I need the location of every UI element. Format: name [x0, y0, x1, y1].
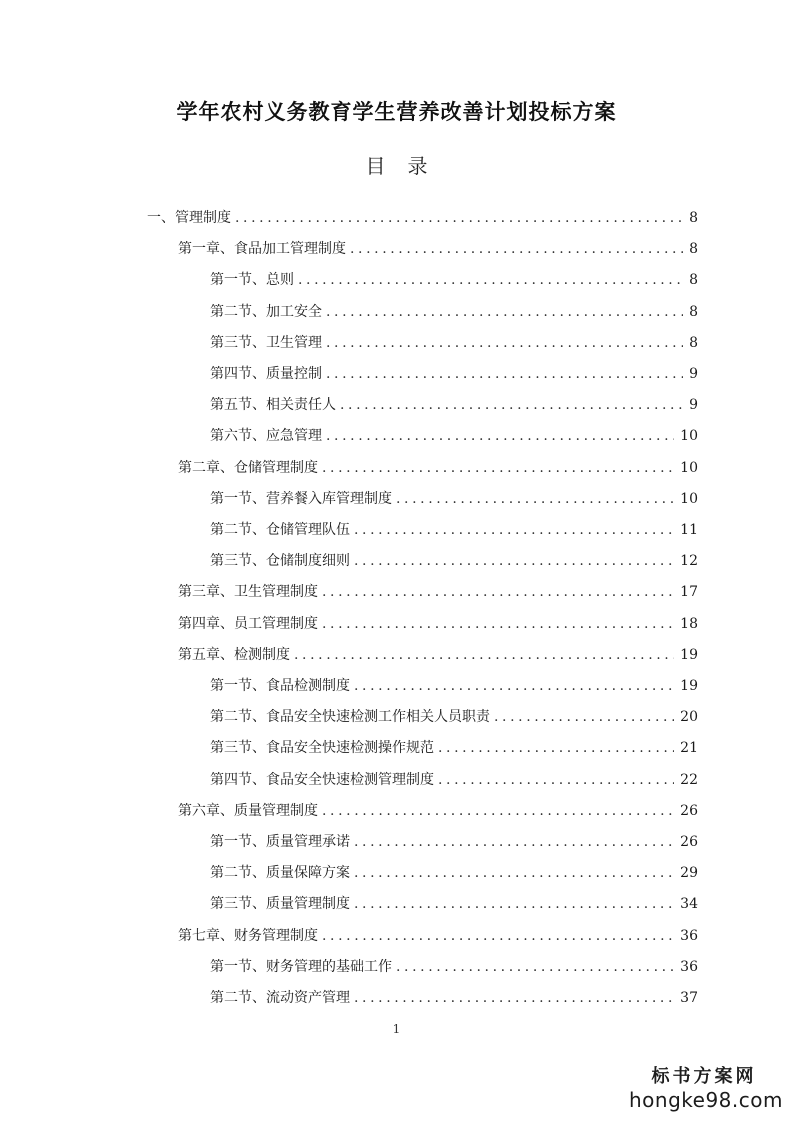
toc-dot-leader — [354, 519, 674, 541]
toc-dot-leader — [438, 769, 674, 791]
toc-entry-label: 第四节、质量控制 — [210, 366, 322, 382]
toc-entry-label: 第一章、食品加工管理制度 — [178, 241, 346, 258]
toc-entry[interactable] — [210, 488, 698, 510]
toc-entry[interactable] — [210, 737, 698, 759]
toc-entry[interactable] — [178, 644, 698, 666]
toc-entry[interactable] — [210, 769, 698, 791]
toc-entry-label: 一、管理制度 — [147, 210, 231, 226]
toc-entry[interactable] — [210, 862, 698, 884]
toc-entry-label: 第二节、流动资产管理 — [210, 990, 350, 1006]
toc-entry-page: 22 — [680, 771, 698, 788]
toc-entry-label: 第二节、质量保障方案 — [210, 865, 350, 882]
toc-dot-leader — [354, 675, 674, 697]
toc-entry[interactable] — [210, 675, 698, 697]
toc-entry-label: 第三节、食品安全快速检测操作规范 — [210, 740, 434, 757]
toc-entry-label: 第一节、总则 — [210, 272, 294, 289]
toc-dot-leader — [494, 706, 674, 728]
toc-entry-page: 9 — [689, 366, 698, 382]
toc-entry-page: 8 — [689, 210, 698, 226]
toc-entry[interactable] — [210, 706, 698, 728]
toc-entry[interactable] — [210, 550, 698, 572]
toc-entry[interactable] — [210, 956, 698, 978]
toc-entry[interactable] — [178, 800, 698, 822]
toc-entry-label: 第七章、财务管理制度 — [178, 927, 318, 944]
toc-entry[interactable] — [210, 394, 698, 416]
toc-entry-label: 第三节、卫生管理 — [210, 334, 322, 351]
toc-entry[interactable] — [210, 363, 698, 385]
toc-entry[interactable] — [210, 519, 698, 541]
toc-dot-leader — [354, 862, 674, 884]
toc-dot-leader — [322, 800, 674, 822]
toc-entry-page: 19 — [680, 678, 698, 694]
toc-dot-leader — [354, 893, 674, 915]
toc-entry-page: 10 — [680, 459, 698, 476]
toc-entry-page: 36 — [680, 958, 698, 975]
toc-entry[interactable] — [178, 581, 698, 603]
toc-entry-page: 26 — [680, 834, 698, 850]
toc-entry-page: 9 — [689, 397, 698, 414]
toc-dot-leader — [326, 301, 683, 323]
toc-entry-page: 21 — [680, 740, 698, 757]
toc-entry[interactable] — [147, 207, 698, 229]
toc-entry-label: 第二节、仓储管理队伍 — [210, 522, 350, 538]
toc-dot-leader — [354, 831, 674, 853]
toc-dot-leader — [298, 269, 683, 291]
toc-dot-leader — [350, 238, 683, 260]
toc-entry-page: 8 — [689, 303, 698, 320]
toc-entry[interactable] — [210, 987, 698, 1009]
toc-entry-label: 第四章、员工管理制度 — [178, 615, 318, 632]
document-title: 学年农村义务教育学生营养改善计划投标方案 — [176, 100, 617, 124]
toc-entry[interactable] — [210, 831, 698, 853]
toc-entry-page: 17 — [680, 584, 698, 601]
toc-entry-label: 第一节、质量管理承诺 — [210, 834, 350, 850]
toc-entry-page: 36 — [680, 927, 698, 944]
toc-entry-page: 18 — [680, 615, 698, 632]
toc-dot-leader — [326, 425, 674, 447]
toc-dot-leader — [396, 956, 674, 978]
toc-dot-leader — [326, 363, 683, 385]
toc-entry-page: 12 — [680, 553, 698, 570]
toc-entry-label: 第五节、相关责任人 — [210, 397, 336, 414]
toc-entry[interactable] — [210, 332, 698, 354]
watermark-logo — [629, 1066, 783, 1112]
toc-entry-page: 8 — [689, 241, 698, 258]
toc-entry-label: 第二节、加工安全 — [210, 303, 322, 320]
toc-entry-label: 第六章、质量管理制度 — [178, 802, 318, 819]
toc-entry-page: 20 — [680, 709, 698, 726]
toc-entry-label: 第一节、食品检测制度 — [210, 678, 350, 694]
toc-entry-page: 8 — [689, 334, 698, 351]
toc-dot-leader — [354, 550, 674, 572]
toc-entry[interactable] — [210, 425, 698, 447]
page-number: 1 — [392, 1022, 401, 1036]
toc-entry-page: 19 — [680, 646, 698, 663]
toc-entry-label: 第五章、检测制度 — [178, 646, 290, 663]
toc-entry-label: 第四节、食品安全快速检测管理制度 — [210, 771, 434, 788]
toc-dot-leader — [438, 737, 674, 759]
toc-dot-leader — [322, 581, 674, 603]
toc-entry[interactable] — [178, 613, 698, 635]
toc-entry[interactable] — [210, 893, 698, 915]
toc-entry-label: 第三章、卫生管理制度 — [178, 584, 318, 601]
toc-dot-leader — [326, 332, 683, 354]
toc-dot-leader — [340, 394, 683, 416]
toc-entry-label: 第二节、食品安全快速检测工作相关人员职责 — [210, 709, 490, 726]
toc-dot-leader — [322, 457, 674, 479]
toc-entry-page: 26 — [680, 802, 698, 819]
toc-entry-page: 8 — [689, 272, 698, 289]
toc-entry[interactable] — [178, 925, 698, 947]
toc-dot-leader — [354, 987, 674, 1009]
toc-entry-page: 11 — [680, 522, 698, 538]
toc-entry-label: 第三节、质量管理制度 — [210, 896, 350, 913]
toc-dot-leader — [235, 207, 683, 229]
toc-dot-leader — [396, 488, 674, 510]
toc-entry-page: 10 — [680, 428, 698, 445]
toc-entry-label: 第一节、营养餐入库管理制度 — [210, 490, 392, 507]
toc-entry-page: 10 — [680, 490, 698, 507]
watermark-site-name: 标书方案网 — [651, 1066, 757, 1087]
toc-entry-page: 34 — [680, 896, 698, 913]
toc-dot-leader — [322, 925, 674, 947]
toc-entry-page: 29 — [680, 865, 698, 882]
watermark-domain: hongke98.com — [629, 1088, 783, 1112]
toc-entry-label: 第三节、仓储制度细则 — [210, 553, 350, 570]
toc-dot-leader — [294, 644, 674, 666]
toc-entry[interactable] — [178, 457, 698, 479]
toc-entry-label: 第一节、财务管理的基础工作 — [210, 958, 392, 975]
toc-entry[interactable] — [210, 269, 698, 291]
toc-entry[interactable] — [210, 301, 698, 323]
toc-entry[interactable] — [178, 238, 698, 260]
toc-dot-leader — [322, 613, 674, 635]
toc-entry-label: 第六节、应急管理 — [210, 428, 322, 445]
toc-entry-label: 第二章、仓储管理制度 — [178, 459, 318, 476]
toc-entry-page: 37 — [680, 990, 698, 1006]
toc-heading: 目录 — [365, 154, 450, 178]
